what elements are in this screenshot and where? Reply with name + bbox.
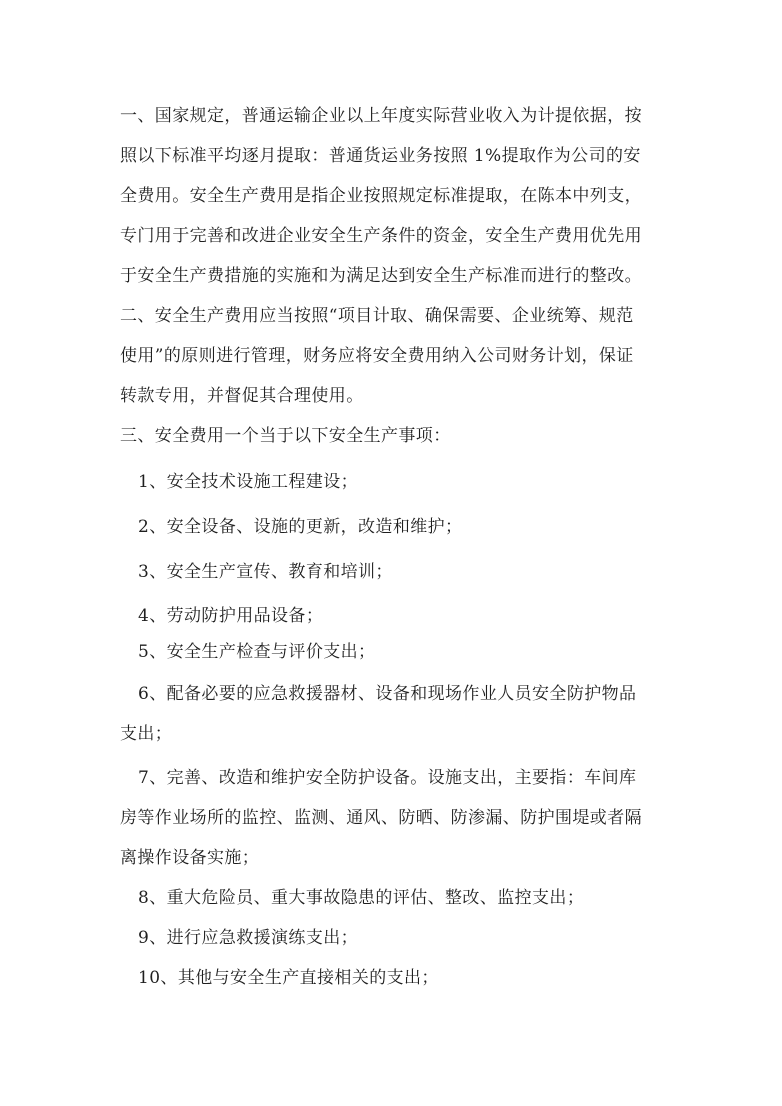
list-item-7-line-3: 离操作设备实施； — [120, 848, 260, 868]
list-item-4: 4、劳动防护用品设备； — [138, 606, 324, 626]
paragraph-1-line-4: 专门用于完善和改进企业安全生产条件的资金，安全生产费用优先用 — [120, 226, 642, 246]
paragraph-1-line-1: 一、国家规定，普通运输企业以上年度实际营业收入为计提依据，按 — [120, 106, 642, 126]
list-item-9: 9、进行应急救援演练支出； — [138, 928, 359, 948]
list-item-6-line-2: 支出； — [120, 724, 173, 744]
list-item-2: 2、安全设备、设施的更新，改造和维护； — [138, 517, 463, 537]
list-item-7-line-1: 7、完善、改造和维护安全防护设备。设施支出，主要指：车间库 — [138, 768, 637, 788]
paragraph-1-line-3: 全费用。安全生产费用是指企业按照规定标准提取，在陈本中列支， — [120, 186, 642, 206]
list-item-6-line-1: 6、配备必要的应急救援器材、设备和现场作业人员安全防护物品 — [138, 684, 637, 704]
list-item-10: 10、其他与安全生产直接相关的支出； — [138, 968, 439, 988]
paragraph-2-line-3: 转款专用，并督促其合理使用。 — [120, 386, 364, 406]
paragraph-2-line-1: 二、安全生产费用应当按照“项目计取、确保需要、企业统筹、规范 — [120, 306, 634, 326]
paragraph-1-line-5: 于安全生产费措施的实施和为满足达到安全生产标准而进行的整改。 — [120, 266, 642, 286]
paragraph-3-heading: 三、安全费用一个当于以下安全生产事项： — [120, 426, 451, 446]
paragraph-1-line-2: 照以下标准平均逐月提取：普通货运业务按照 1%提取作为公司的安 — [120, 146, 641, 166]
list-item-3: 3、安全生产宣传、教育和培训； — [138, 562, 393, 582]
list-item-1: 1、安全技术设施工程建设； — [138, 472, 359, 492]
list-item-5: 5、安全生产检查与评价支出； — [138, 642, 376, 662]
list-item-7-line-2: 房等作业场所的监控、监测、通风、防晒、防渗漏、防护围堤或者隔 — [120, 808, 642, 828]
list-item-8: 8、重大危险员、重大事故隐患的评估、整改、监控支出； — [138, 888, 585, 908]
paragraph-2-line-2: 使用”的原则进行管理，财务应将安全费用纳入公司财务计划，保证 — [120, 346, 634, 366]
